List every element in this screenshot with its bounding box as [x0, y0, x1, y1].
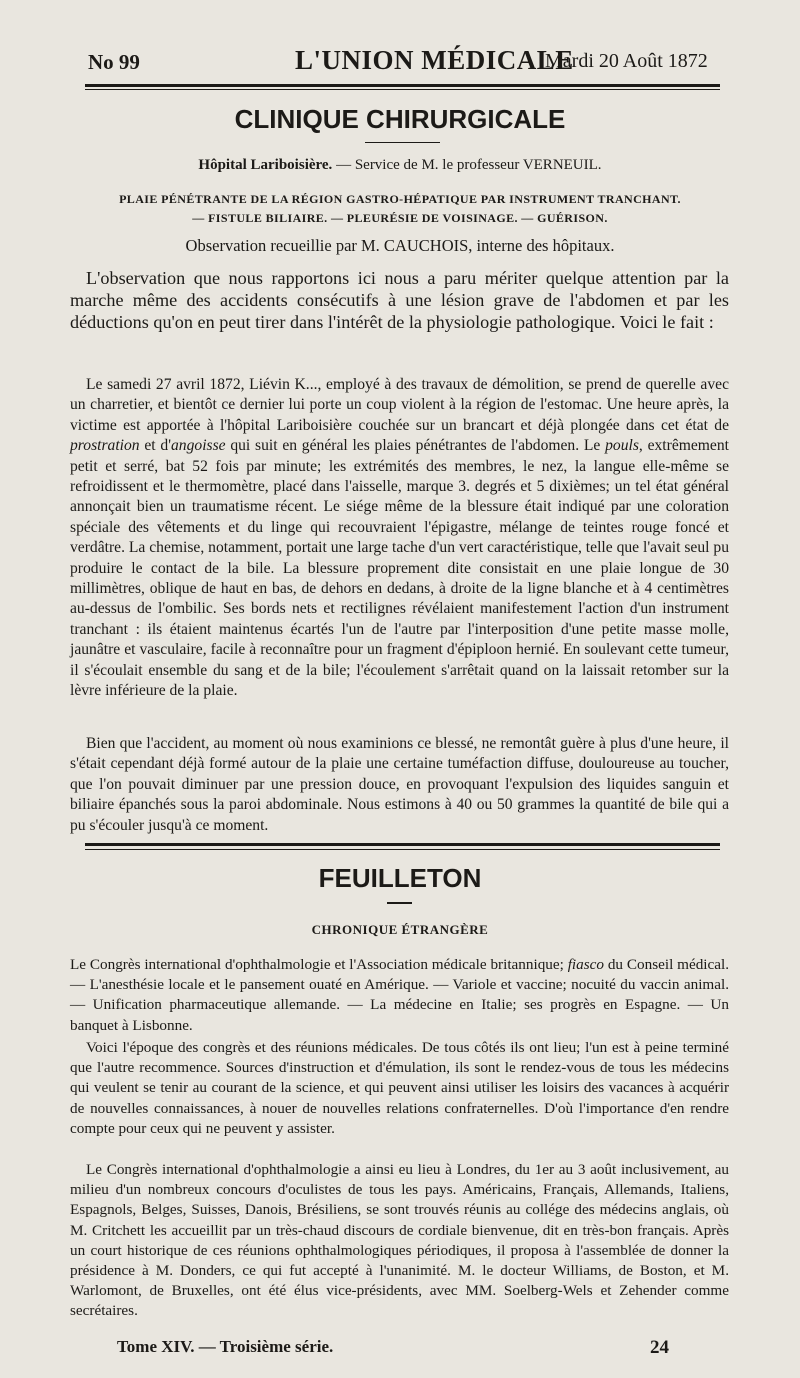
feuilleton-summary — [70, 955, 729, 1036]
title-divider — [365, 142, 440, 143]
feuilleton-paragraph-1: Voici l'époque des congrès et des réunions médicales. De tous côtés ils ont lieu; l'un est à peine terminé que l'autre recommence. Sources d'instruction et d'émulation, ils sont le rendez-vous de tous les médecins qui veulent se tenir au courant de la science, et qui peuvent ainsi utiliser les loisirs des vacances à acquérir de nouvelles connaissances, à nouer de nouvelles relations confraternelles. D'où l'importance d'en rendre compte pour ceux qui ne peuvent y assister. — [70, 1039, 729, 1137]
case-subtitle-2: — FISTULE BILIAIRE. — PLEURÉSIE DE VOISINAGE. — GUÉRISON. — [192, 211, 608, 225]
feuilleton-subtitle: CHRONIQUE ÉTRANGÈRE — [311, 922, 489, 937]
case-text-italic: angoisse — [171, 437, 226, 455]
case-text: et d' — [139, 437, 171, 455]
section-rule — [85, 843, 720, 846]
summary-text-italic: fiasco — [567, 956, 604, 973]
section-title-clinique: CLINIQUE CHIRURGICALE — [234, 104, 566, 134]
observation-credit: Observation recueillie par M. CAUCHOIS, interne des hôpitaux. — [185, 236, 615, 255]
header-rule — [85, 84, 720, 87]
service-name: — Service de M. le professeur VERNEUIL. — [336, 157, 602, 173]
case-paragraph-2: Bien que l'accident, au moment où nous examinions ce blessé, ne remontât guère à plus d'une heure, il s'était cependant déjà formé autour de la plaie une certaine tuméfaction diffuse, douloureuse au toucher, que l'on pouvait diminuer par une pression douce, en provoquant l'expulsion des liquides sanguin et biliaire épanchés sous la paroi abdominale. Nous estimons à 40 ou 50 grammes la quantité de bile qui a pu s'écouler jusqu'à ce moment. — [70, 735, 729, 834]
hospital-line — [0, 157, 800, 174]
summary-text: Le Congrès international d'ophthalmologie et l'Association médicale britannique; — [70, 956, 568, 973]
case-text: , extrêmement petit et serré, bat 52 fois par minute; les extrémités des membres, le nez, la langue elle-même se refroidissent et le thermomètre, placé dans l'aisselle, marque 3. degrés et 5 dixièmes; un tel état général annonçait bien un traumatisme récent. Le siége même de la blessure était indiqué par une coloration spéciale des vêtements et du linge qui recouvraient l'épigastre, mélange de teintes rouge foncé et verdâtre. La chemise, notamment, portait une large tache d'un vert caractéristique, telle que l'avait seul pu produire le contact de la bile. La blessure proprement dite consistait en une plaie longue de 30 millimètres, oblique de haut en bas, de dehors en dedans, à droite de la ligne blanche et à 4 centimètres au-dessus de l'ombilic. Ses bords nets et rectilignes révélaient manifestement l'action d'un instrument tranchant : ils étaient maintenus écartés l'un de l'autre par l'interposition d'une petite masse molle, jaunâtre et vasculaire, facile à reconnaître pour un fragment d'épiploon hernié. En soulevant cette tumeur, il s'écoulait ensemble du sang et de la bile; l'écoulement s'arrêtait quand on la laissait retomber sur la lèvre inférieure de la plaie. — [70, 437, 729, 700]
summary-text: du Conseil médical. — L'anesthésie locale et le pansement ouaté en Amérique. — Variole et vaccine; nocuité du vaccin animal. — Unification pharmaceutique allemande. — La médecine en Italie; ses progrès en Espagne. — Un banquet à Lisbonne. — [70, 956, 730, 1034]
case-text: Le samedi 27 avril 1872, Liévin K..., employé à des travaux de démolition, se prend de querelle avec un charretier, et bientôt ce dernier lui porte un coup violent à la région de l'estomac. Une heure après, la victime est apportée à l'hôpital Lariboisière couchée sur un brancart et déjà plongée dans cet état de — [70, 376, 729, 434]
issue-date: Mardi 20 Août 1872 — [545, 50, 708, 72]
header-rule-thin — [85, 89, 720, 90]
feuilleton-paragraph-2: Le Congrès international d'ophthalmologie a ainsi eu lieu à Londres, du 1er au 3 août inclusivement, au milieu d'un nombreux concours d'oculistes de tous les pays. Américains, Français, Allemands, Italiens, Espagnols, Belges, Suisses, Danois, Brésiliens, se sont trouvés réunis au collége des médecins anglais, où M. Critchett les accueillit par un très-chaud discours de cordiale bienvenue, dit en très-bon français. Après un court historique de ces réunions ophthalmologiques périodiques, il proposa à l'assemblée de donner la présidence à M. Donders, ce qui fut accepté à l'unanimité. M. le docteur Williams, de Boston, et M. Warlomont, de Bruxelles, ont été élus vice-présidents, avec MM. Soelberg-Wels et Zehender comme secrétaires. — [70, 1161, 729, 1320]
issue-number: No 99 — [88, 50, 140, 74]
case-paragraph-1 — [70, 375, 729, 702]
case-subtitle-1: PLAIE PÉNÉTRANTE DE LA RÉGION GASTRO-HÉPATIQUE PAR INSTRUMENT TRANCHANT. — [119, 192, 681, 206]
case-text: qui suit en général les plaies pénétrantes de l'abdomen. Le — [225, 437, 606, 455]
volume-label: Tome XIV. — Troisième série. — [117, 1337, 334, 1356]
hospital-name: Hôpital Lariboisière. — [198, 157, 333, 173]
case-text-italic: pouls — [605, 437, 639, 455]
page-number: 24 — [650, 1337, 669, 1358]
journal-title: L'UNION MÉDICALE — [295, 45, 574, 75]
section-rule-thin — [85, 849, 720, 850]
title-divider — [387, 902, 412, 904]
section-title-feuilleton: FEUILLETON — [318, 863, 482, 893]
intro-paragraph: L'observation que nous rapportons ici nous a paru mériter quelque attention par la marche même des accidents consécutifs à une lésion grave de l'abdomen et par les déductions qu'on en peut tirer dans l'intérêt de la physiologie pathologique. Voici le fait : — [70, 268, 729, 332]
case-text-italic: prostration — [70, 437, 140, 455]
